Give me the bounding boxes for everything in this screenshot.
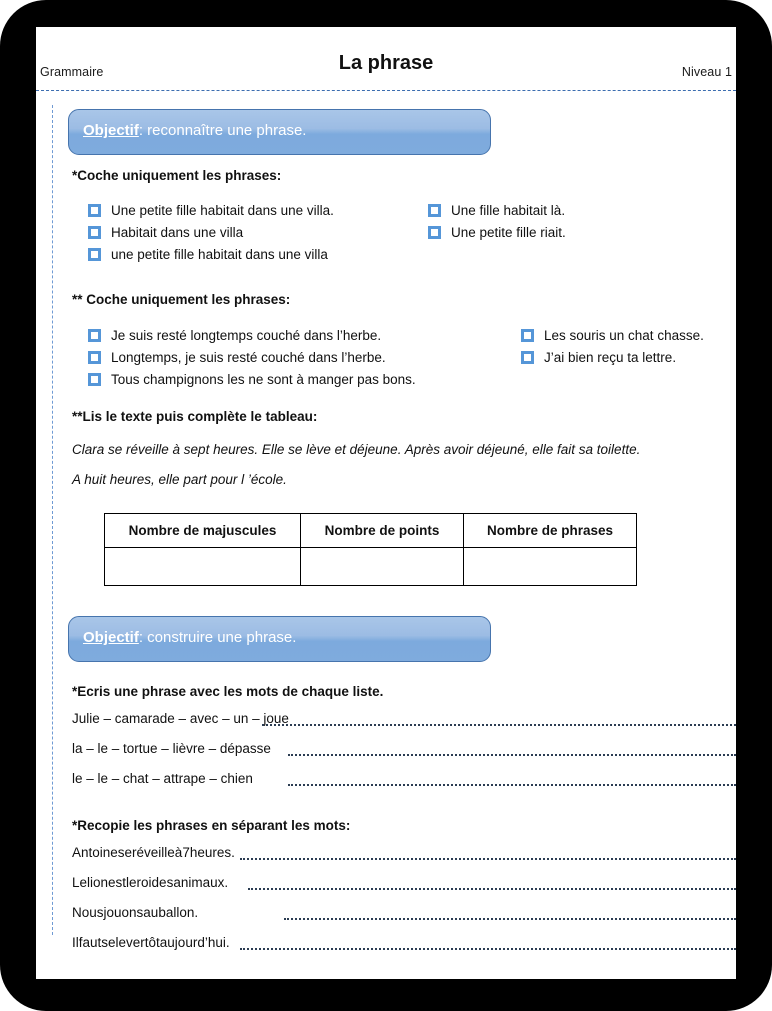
table-header-row <box>105 514 637 548</box>
answer-line[interactable] <box>240 858 736 860</box>
table-header-cell: Nombre de phrases <box>464 514 637 548</box>
objectif-label-2: Objectif <box>83 629 139 646</box>
fill-in-row[interactable] <box>72 935 736 955</box>
table-header-cell: Nombre de points <box>301 514 464 548</box>
header-divider <box>36 90 736 91</box>
word-list: Julie – camarade – avec – un – joue <box>72 711 289 726</box>
checkbox-label: Tous champignons les ne sont à manger pas bons. <box>111 372 416 387</box>
answer-line[interactable] <box>288 754 736 756</box>
table-answer-cell[interactable] <box>301 548 464 586</box>
word-list: la – le – tortue – lièvre – dépasse <box>72 741 271 756</box>
checkbox-icon[interactable] <box>521 329 534 342</box>
checkbox-item[interactable] <box>88 373 416 387</box>
run-on-sentence: Ilfautselevertôtaujourd’hui. <box>72 935 230 950</box>
header-subject: Grammaire <box>40 65 104 79</box>
exercise-1-prompt: *Coche uniquement les phrases: <box>72 168 282 183</box>
fill-in-row[interactable] <box>72 741 736 761</box>
exercise-4-prompt: *Recopie les phrases en séparant les mots: <box>72 818 351 833</box>
checkbox-item[interactable] <box>521 329 704 343</box>
answer-line[interactable] <box>240 948 736 950</box>
checkbox-label: Habitait dans une villa <box>111 225 244 240</box>
reading-prompt: **Lis le texte puis complète le tableau: <box>72 409 318 424</box>
fill-in-row[interactable] <box>72 905 736 925</box>
table-answer-cell[interactable] <box>464 548 637 586</box>
objectif-text-1 <box>83 122 306 139</box>
fill-in-row[interactable] <box>72 845 736 865</box>
run-on-sentence: Nousjouonsauballon. <box>72 905 199 920</box>
answer-line[interactable] <box>288 784 736 786</box>
checkbox-icon[interactable] <box>88 226 101 239</box>
checkbox-icon[interactable] <box>88 204 101 217</box>
header-level: Niveau 1 <box>681 65 732 79</box>
objectif-label-1: Objectif <box>83 122 139 139</box>
exercise-2-prompt: ** Coche uniquement les phrases: <box>72 292 291 307</box>
checkbox-label: Les souris un chat chasse. <box>544 328 704 343</box>
answer-line[interactable] <box>284 918 736 920</box>
checkbox-icon[interactable] <box>88 351 101 364</box>
checkbox-icon[interactable] <box>428 204 441 217</box>
checkbox-icon[interactable] <box>88 373 101 386</box>
table-row <box>105 548 637 586</box>
checkbox-label: J’ai bien reçu ta lettre. <box>544 350 677 365</box>
checkbox-item[interactable] <box>428 226 566 240</box>
worksheet-page <box>36 27 736 979</box>
objectif-box-2 <box>68 616 491 662</box>
checkbox-icon[interactable] <box>428 226 441 239</box>
word-list: le – le – chat – attrape – chien <box>72 771 253 786</box>
checkbox-label: Une fille habitait là. <box>451 203 566 218</box>
checkbox-label: Une petite fille habitait dans une villa. <box>111 203 334 218</box>
left-margin-rule <box>52 105 53 935</box>
objectif-text-2 <box>83 629 296 646</box>
objectif-desc-1: : reconnaître une phrase. <box>138 122 307 139</box>
table-header-cell: Nombre de majuscules <box>105 514 301 548</box>
checkbox-label: Je suis resté longtemps couché dans l’herbe. <box>111 328 382 343</box>
checkbox-item[interactable] <box>88 248 328 262</box>
page-title: La phrase <box>338 52 434 74</box>
fill-in-row[interactable] <box>72 875 736 895</box>
checkbox-item[interactable] <box>88 226 243 240</box>
run-on-sentence: Lelionestleroidesanimaux. <box>72 875 229 890</box>
passage-line: Clara se réveille à sept heures. Elle se lève et déjeune. Après avoir déjeuné, elle fait sa toilette. <box>72 442 641 457</box>
exercise-3-prompt: *Ecris une phrase avec les mots de chaque liste. <box>72 684 384 699</box>
run-on-sentence: Antoineseréveilleà7heures. <box>72 845 235 860</box>
table-answer-cell[interactable] <box>105 548 301 586</box>
checkbox-item[interactable] <box>428 204 565 218</box>
page-header <box>36 27 736 89</box>
checkbox-icon[interactable] <box>88 248 101 261</box>
fill-in-row[interactable] <box>72 771 736 791</box>
objectif-desc-2: : construire une phrase. <box>138 629 297 646</box>
checkbox-label: Longtemps, je suis resté couché dans l’herbe. <box>111 350 386 365</box>
answer-line[interactable] <box>262 724 736 726</box>
checkbox-icon[interactable] <box>88 329 101 342</box>
checkbox-item[interactable] <box>88 329 381 343</box>
checkbox-label: Une petite fille riait. <box>451 225 566 240</box>
checkbox-item[interactable] <box>521 351 676 365</box>
checkbox-icon[interactable] <box>521 351 534 364</box>
fill-in-row[interactable] <box>72 711 736 731</box>
counting-table <box>104 513 637 586</box>
checkbox-label: une petite fille habitait dans une villa <box>111 247 328 262</box>
objectif-box-1 <box>68 109 491 155</box>
answer-line[interactable] <box>248 888 736 890</box>
passage-line: A huit heures, elle part pour l ’école. <box>72 472 287 487</box>
checkbox-item[interactable] <box>88 351 386 365</box>
checkbox-item[interactable] <box>88 204 334 218</box>
